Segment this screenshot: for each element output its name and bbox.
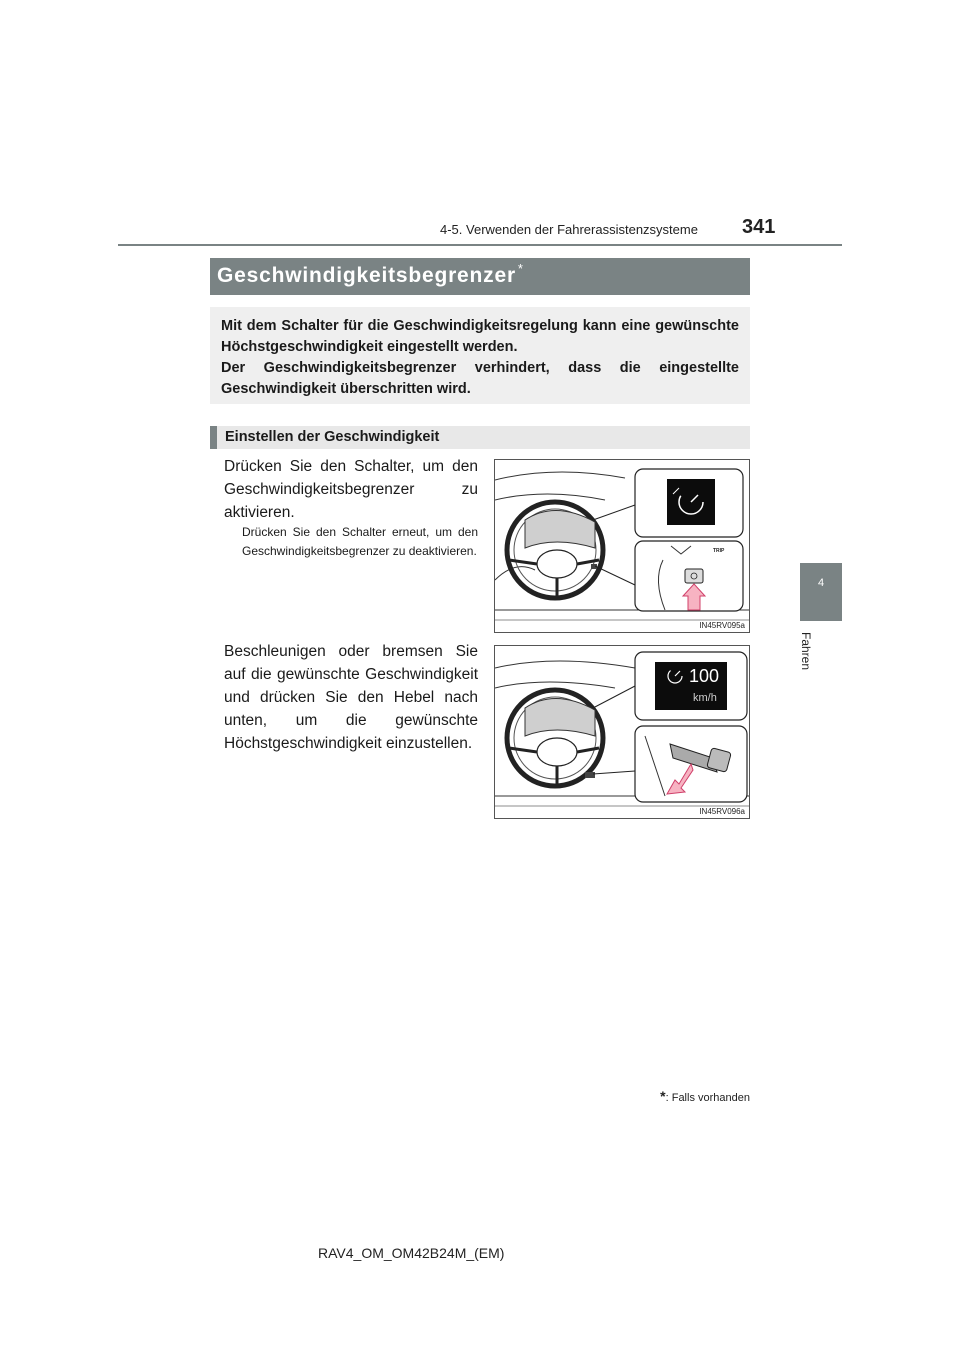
page-number: 341 [742, 216, 776, 238]
chapter-number: 4 [817, 577, 825, 589]
intro-line-2: Der Geschwindigkeitsbegrenzer verhindert, dass die eingestellte Geschwindigkeit überschritten wird. [221, 360, 739, 397]
footnote [620, 1088, 750, 1104]
step-2-text: Beschleunigen oder bremsen Sie auf die gewünschte Geschwindigkeit und drücken Sie den Hebel nach unten, um die gewünschte Höchstgeschwindigkeit einzustellen. [224, 643, 478, 752]
subsection-heading: Einstellen der Geschwindigkeit [210, 426, 750, 449]
trip-switch-label: TRIP [713, 548, 725, 554]
document-code: RAV4_OM_OM42B24M_(EM) [318, 1245, 505, 1261]
figure-set-speed [494, 645, 750, 819]
speed-unit: km/h [693, 692, 717, 704]
section-title-text: Geschwindigkeitsbegrenzer [217, 264, 516, 287]
chapter-label: Fahren [799, 632, 813, 671]
illustration-lever-set-speed [495, 646, 750, 819]
availability-marker: * [517, 261, 524, 276]
chapter-tab[interactable] [800, 563, 842, 621]
intro-box [210, 307, 750, 404]
figure-code: IN45RV095a [699, 621, 745, 630]
header-rule [118, 244, 842, 246]
step-1-note: Drücken Sie den Schalter erneut, um den Geschwindigkeitsbegrenzer zu deaktivieren. [242, 525, 478, 558]
footnote-marker: * [660, 1088, 666, 1104]
speed-value: 100 [689, 666, 720, 686]
section-title [210, 258, 750, 295]
illustration-steering-wheel-switch [495, 460, 750, 633]
footnote-text: : Falls vorhanden [665, 1092, 750, 1104]
intro-line-1: Mit dem Schalter für die Geschwindigkeitsregelung kann eine gewünschte Höchstgeschwindigkeit eingestellt werden. [221, 318, 739, 355]
step-1-text: Drücken Sie den Schalter, um den Geschwindigkeitsbegrenzer zu aktivieren. [224, 458, 478, 521]
figure-code: IN45RV096a [699, 807, 745, 816]
figure-switch-activation [494, 459, 750, 633]
section-reference: 4-5. Verwenden der Fahrerassistenzsysteme [440, 222, 698, 237]
